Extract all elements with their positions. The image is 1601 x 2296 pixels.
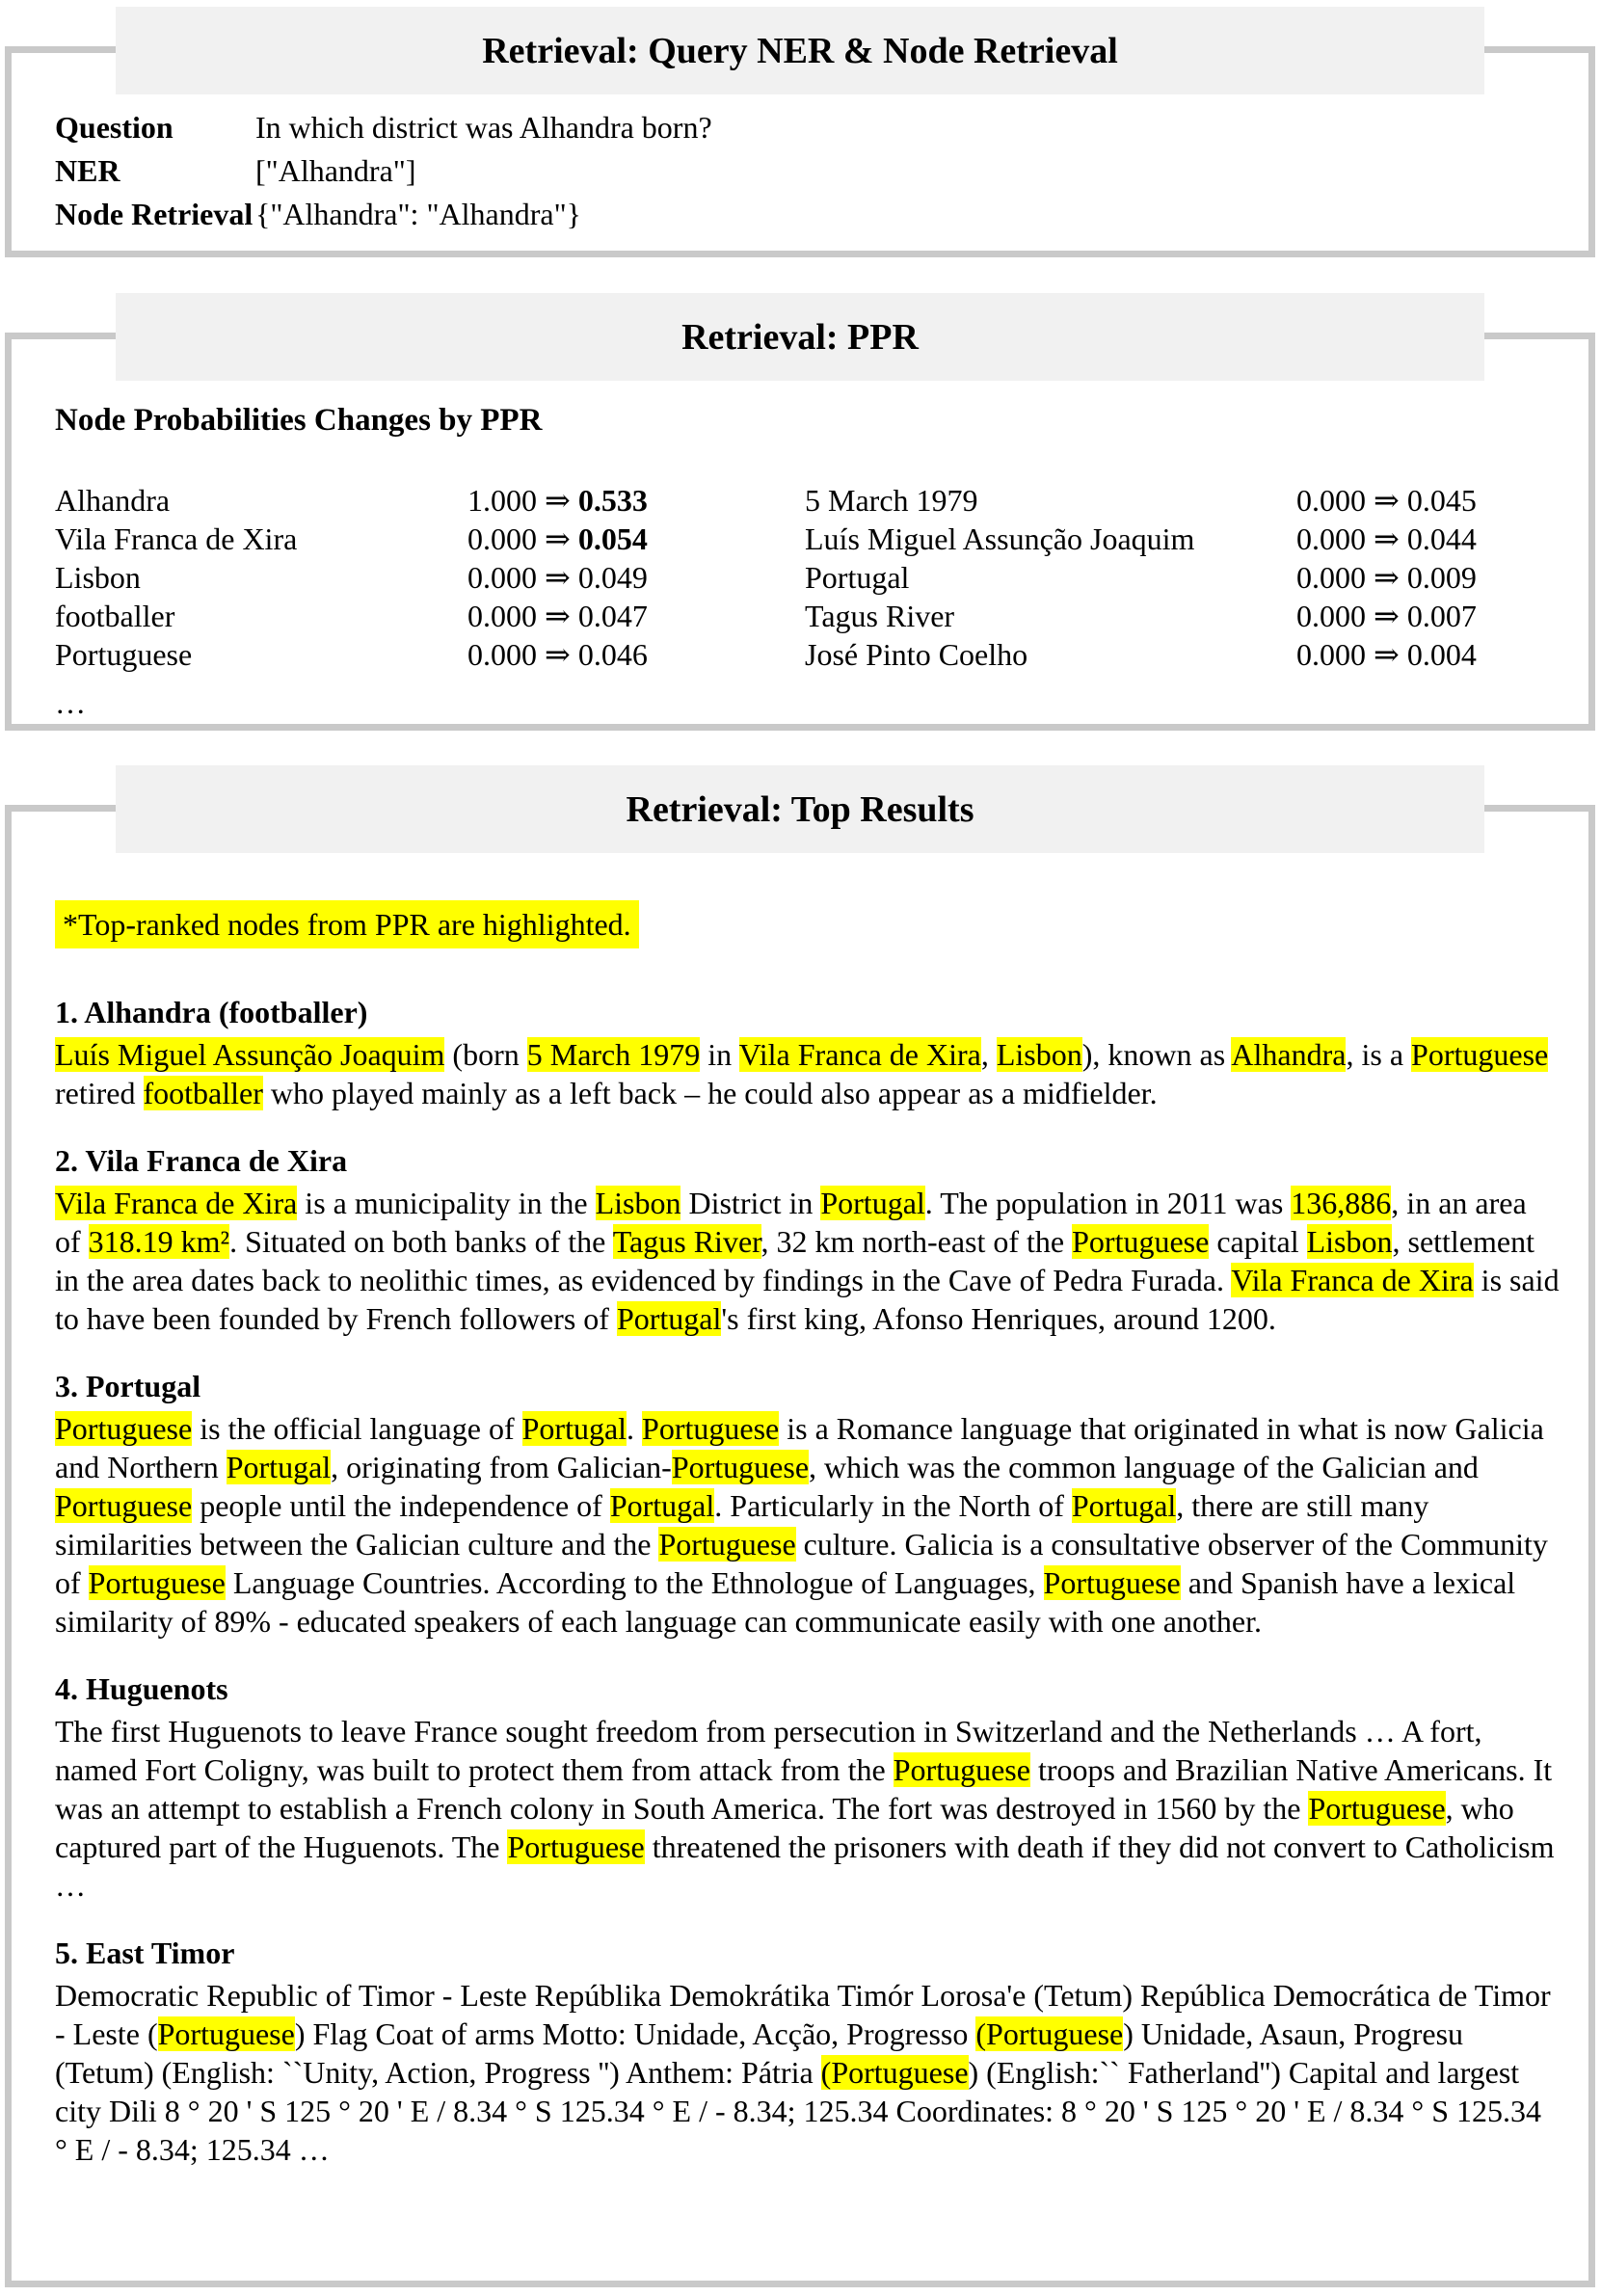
ppr-node-name: Portugal xyxy=(805,560,910,595)
text-segment: ) Unidade, Asaun, Progresu (Tetum) (English: ``Unity, Action, Progress '') Anthem: Pátria xyxy=(55,2016,1464,2090)
result-section-text xyxy=(55,1184,1560,1338)
double-arrow: ⇒ xyxy=(545,521,578,556)
text-segment: in xyxy=(700,1037,739,1072)
text-segment: retired xyxy=(55,1076,144,1110)
text-segment: 's first king, Afonso Henriques, around 1200. xyxy=(721,1301,1276,1336)
ppr-after-value: 0.004 xyxy=(1406,637,1477,672)
double-arrow: ⇒ xyxy=(545,483,578,518)
query-row xyxy=(55,149,1588,193)
ppr-node-name: Lisbon xyxy=(55,560,141,595)
ppr-after-value: 0.007 xyxy=(1406,599,1477,633)
ppr-probability-change xyxy=(1296,635,1560,674)
highlighted-entity: Portuguese xyxy=(658,1527,796,1562)
highlighted-entity: Portugal xyxy=(820,1186,925,1220)
results-sections xyxy=(55,993,1560,2169)
result-section-text xyxy=(55,1035,1560,1112)
text-segment: Language Countries. According to the Ethnologue of Languages, xyxy=(225,1565,1044,1600)
text-segment: people until the independence of xyxy=(192,1488,610,1523)
text-segment: who played mainly as a left back – he could also appear as a midfielder. xyxy=(262,1076,1158,1110)
highlighted-entity: Portuguese xyxy=(642,1411,780,1446)
highlighted-entity: Portuguese xyxy=(55,1488,193,1523)
query-row xyxy=(55,193,1588,236)
highlighted-entity: Portuguese xyxy=(1411,1037,1549,1072)
text-segment: ) Flag Coat of arms Motto: Unidade, Acção, Progresso xyxy=(294,2016,976,2051)
highlighted-entity: Portugal xyxy=(1071,1488,1177,1523)
text-segment: (born xyxy=(444,1037,527,1072)
double-arrow: ⇒ xyxy=(1374,521,1407,556)
ppr-before-value: 0.000 xyxy=(1296,637,1374,672)
ppr-node-name: Luís Miguel Assunção Joaquim xyxy=(805,521,1195,556)
double-arrow: ⇒ xyxy=(545,560,578,595)
double-arrow: ⇒ xyxy=(545,599,578,633)
highlighted-entity: Vila Franca de Xira xyxy=(55,1186,298,1220)
text-segment: The first Huguenots to leave France sought freedom from persecution in Switzerland and the Netherlands … A fort, named Fort Coligny, was built to protect them from attack from the xyxy=(55,1714,1482,1787)
text-segment: is said to have been founded by French followers of xyxy=(55,1263,1560,1336)
result-section-heading: 1. Alhandra (footballer) xyxy=(55,995,368,1029)
result-section-text xyxy=(55,1712,1560,1905)
panel-query-title-bar xyxy=(116,7,1484,94)
ppr-before-value: 0.000 xyxy=(1296,560,1374,595)
highlighted-entity: Luís Miguel Assunção Joaquim xyxy=(55,1037,445,1072)
query-row-value: ["Alhandra"] xyxy=(255,153,416,188)
query-row xyxy=(55,106,1588,149)
text-segment: culture. Galicia is a consultative observer of the Community of xyxy=(55,1527,1548,1600)
ppr-probability-change xyxy=(467,597,805,635)
panel-ppr-title: Retrieval: PPR xyxy=(681,316,919,358)
ppr-before-value: 1.000 xyxy=(467,483,545,518)
double-arrow: ⇒ xyxy=(1374,560,1407,595)
highlighted-entity: Portugal xyxy=(616,1301,722,1336)
highlighted-entity: Portuguese xyxy=(671,1450,810,1484)
ppr-before-value: 0.000 xyxy=(467,599,545,633)
panel-results-title: Retrieval: Top Results xyxy=(626,788,974,830)
query-row-label: NER xyxy=(55,153,120,188)
double-arrow: ⇒ xyxy=(1374,483,1407,518)
result-section-text xyxy=(55,1409,1560,1641)
highlighted-entity: 318.19 km² xyxy=(88,1224,230,1259)
ppr-probability-change xyxy=(1296,558,1560,597)
highlighted-entity: Vila Franca de Xira xyxy=(1231,1263,1474,1297)
ppr-node-name: Alhandra xyxy=(55,483,171,518)
text-segment: ) (English:`` Fatherland'') Capital and largest city Dili 8 ° 20 ' S 125 ° 20 ' E / 8.34 ° S 125.34 ° E / - 8.34; 125.34 Coordinates: 8 ° 20 ' S 125 ° 20 ' E / 8.34 ° S 125.34 ° E / - 8.34; 125.34 … xyxy=(55,2055,1541,2167)
result-section-text xyxy=(55,1976,1560,2169)
highlighted-entity: (Portuguese xyxy=(820,2055,969,2090)
highlighted-entity: Portuguese xyxy=(893,1752,1030,1787)
result-section-heading: 2. Vila Franca de Xira xyxy=(55,1143,348,1178)
query-row-value: {"Alhandra": "Alhandra"} xyxy=(255,197,581,231)
highlighted-entity: Portuguese xyxy=(507,1829,645,1864)
highlighted-entity: 136,886 xyxy=(1291,1186,1392,1220)
panel-top-results xyxy=(5,788,1595,2287)
ppr-node-name: Tagus River xyxy=(805,599,955,633)
highlighted-entity: Portuguese xyxy=(1072,1224,1210,1259)
text-segment: troops and Brazilian Native Americans. It was an attempt to establish a French colony in South America. The fort was destroyed in 1560 by the xyxy=(55,1752,1553,1826)
text-segment: , who captured part of the Huguenots. The xyxy=(55,1791,1514,1864)
text-segment: , originating from Galician- xyxy=(331,1450,672,1484)
query-row-value: In which district was Alhandra born? xyxy=(255,110,712,145)
highlighted-entity: Alhandra xyxy=(1231,1037,1347,1072)
ppr-probability-change xyxy=(1296,597,1560,635)
highlighted-entity: Portugal xyxy=(226,1450,332,1484)
query-row-label: Node Retrieval xyxy=(55,197,253,231)
ppr-heading: Node Probabilities Changes by PPR xyxy=(55,403,543,438)
ppr-after-value: 0.533 xyxy=(577,483,648,518)
panel-results-title-bar xyxy=(116,765,1484,853)
query-table xyxy=(55,106,1588,236)
ppr-before-value: 0.000 xyxy=(467,637,545,672)
ppr-before-value: 0.000 xyxy=(467,521,545,556)
highlighted-entity: 5 March 1979 xyxy=(526,1037,701,1072)
highlighted-entity: Portuguese xyxy=(88,1565,226,1600)
result-section-heading: 4. Huguenots xyxy=(55,1671,228,1706)
ppr-node-name: 5 March 1979 xyxy=(805,483,978,518)
double-arrow: ⇒ xyxy=(1374,637,1407,672)
highlighted-entity: Portuguese xyxy=(55,1411,193,1446)
text-segment: is a Romance language that originated in what is now Galicia and Northern xyxy=(55,1411,1544,1484)
ppr-probability-change xyxy=(467,635,805,674)
ppr-probability-change xyxy=(467,520,805,558)
text-segment: and Spanish have a lexical similarity of 89% - educated speakers of each language can communicate easily with one another. xyxy=(55,1565,1516,1639)
ppr-node-name: Vila Franca de Xira xyxy=(55,521,298,556)
ppr-after-value: 0.049 xyxy=(577,560,648,595)
ppr-table xyxy=(55,481,1560,674)
text-segment: , which was the common language of the Galician and xyxy=(809,1450,1479,1484)
highlighted-entity: Vila Franca de Xira xyxy=(738,1037,981,1072)
text-segment: Democratic Republic of Timor - Leste Repúblika Demokrátika Timór Lorosa'e (Tetum) República Democrática de Timor - Leste ( xyxy=(55,1978,1551,2051)
ppr-after-value: 0.044 xyxy=(1406,521,1477,556)
text-segment: capital xyxy=(1209,1224,1307,1259)
panel-ppr-title-bar xyxy=(116,293,1484,381)
text-segment: District in xyxy=(680,1186,821,1220)
ppr-probability-change xyxy=(1296,520,1560,558)
ppr-ellipsis: … xyxy=(55,685,86,720)
text-segment: ), known as xyxy=(1081,1037,1232,1072)
ppr-after-value: 0.047 xyxy=(577,599,648,633)
ppr-before-value: 0.000 xyxy=(1296,483,1374,518)
ppr-before-value: 0.000 xyxy=(1296,521,1374,556)
text-segment: . Situated on both banks of the xyxy=(229,1224,613,1259)
ppr-probability-change xyxy=(467,558,805,597)
ppr-after-value: 0.009 xyxy=(1406,560,1477,595)
panel-query-ner xyxy=(5,30,1595,257)
text-segment: is a municipality in the xyxy=(297,1186,596,1220)
text-segment: , there are still many similarities between the Galician culture and the xyxy=(55,1488,1429,1562)
text-segment: , in an area of xyxy=(55,1186,1527,1259)
ppr-after-value: 0.046 xyxy=(577,637,648,672)
result-section-heading: 5. East Timor xyxy=(55,1936,235,1970)
highlighted-entity: Portugal xyxy=(521,1411,627,1446)
text-segment: . Particularly in the North of xyxy=(714,1488,1072,1523)
text-segment: is the official language of xyxy=(192,1411,522,1446)
text-segment: . xyxy=(627,1411,643,1446)
ppr-probability-change xyxy=(467,481,805,520)
highlighted-entity: Portuguese xyxy=(1308,1791,1446,1826)
highlighted-entity: Portuguese xyxy=(1043,1565,1181,1600)
text-segment: , is a xyxy=(1346,1037,1412,1072)
highlighted-entity: Portuguese xyxy=(157,2016,295,2051)
ppr-node-name: José Pinto Coelho xyxy=(805,637,1028,672)
highlighted-entity: Tagus River xyxy=(612,1224,761,1259)
highlighted-entity: Lisbon xyxy=(996,1037,1082,1072)
ppr-before-value: 0.000 xyxy=(1296,599,1374,633)
results-note: *Top-ranked nodes from PPR are highlighted. xyxy=(55,900,639,948)
highlighted-entity: Lisbon xyxy=(1306,1224,1393,1259)
ppr-after-value: 0.045 xyxy=(1406,483,1477,518)
ppr-node-name: Portuguese xyxy=(55,637,193,672)
text-segment: , xyxy=(980,1037,997,1072)
highlighted-entity: Portugal xyxy=(609,1488,715,1523)
query-row-label: Question xyxy=(55,110,173,145)
highlighted-entity: Lisbon xyxy=(595,1186,681,1220)
panel-query-title: Retrieval: Query NER & Node Retrieval xyxy=(482,30,1118,71)
double-arrow: ⇒ xyxy=(1374,599,1407,633)
double-arrow: ⇒ xyxy=(545,637,578,672)
highlighted-entity: (Portuguese xyxy=(975,2016,1124,2051)
text-segment: . The population in 2011 was xyxy=(924,1186,1292,1220)
text-segment: threatened the prisoners with death if they did not convert to Catholicism … xyxy=(55,1829,1555,1903)
result-section-heading: 3. Portugal xyxy=(55,1369,201,1403)
ppr-node-name: footballer xyxy=(55,599,175,633)
panel-ppr xyxy=(5,316,1595,731)
ppr-after-value: 0.054 xyxy=(577,521,648,556)
ppr-probability-change xyxy=(1296,481,1560,520)
text-segment: , settlement in the area dates back to neolithic times, as evidenced by findings in the Cave of Pedra Furada. xyxy=(55,1224,1534,1297)
ppr-before-value: 0.000 xyxy=(467,560,545,595)
text-segment: , 32 km north-east of the xyxy=(760,1224,1073,1259)
highlighted-entity: footballer xyxy=(143,1076,263,1110)
